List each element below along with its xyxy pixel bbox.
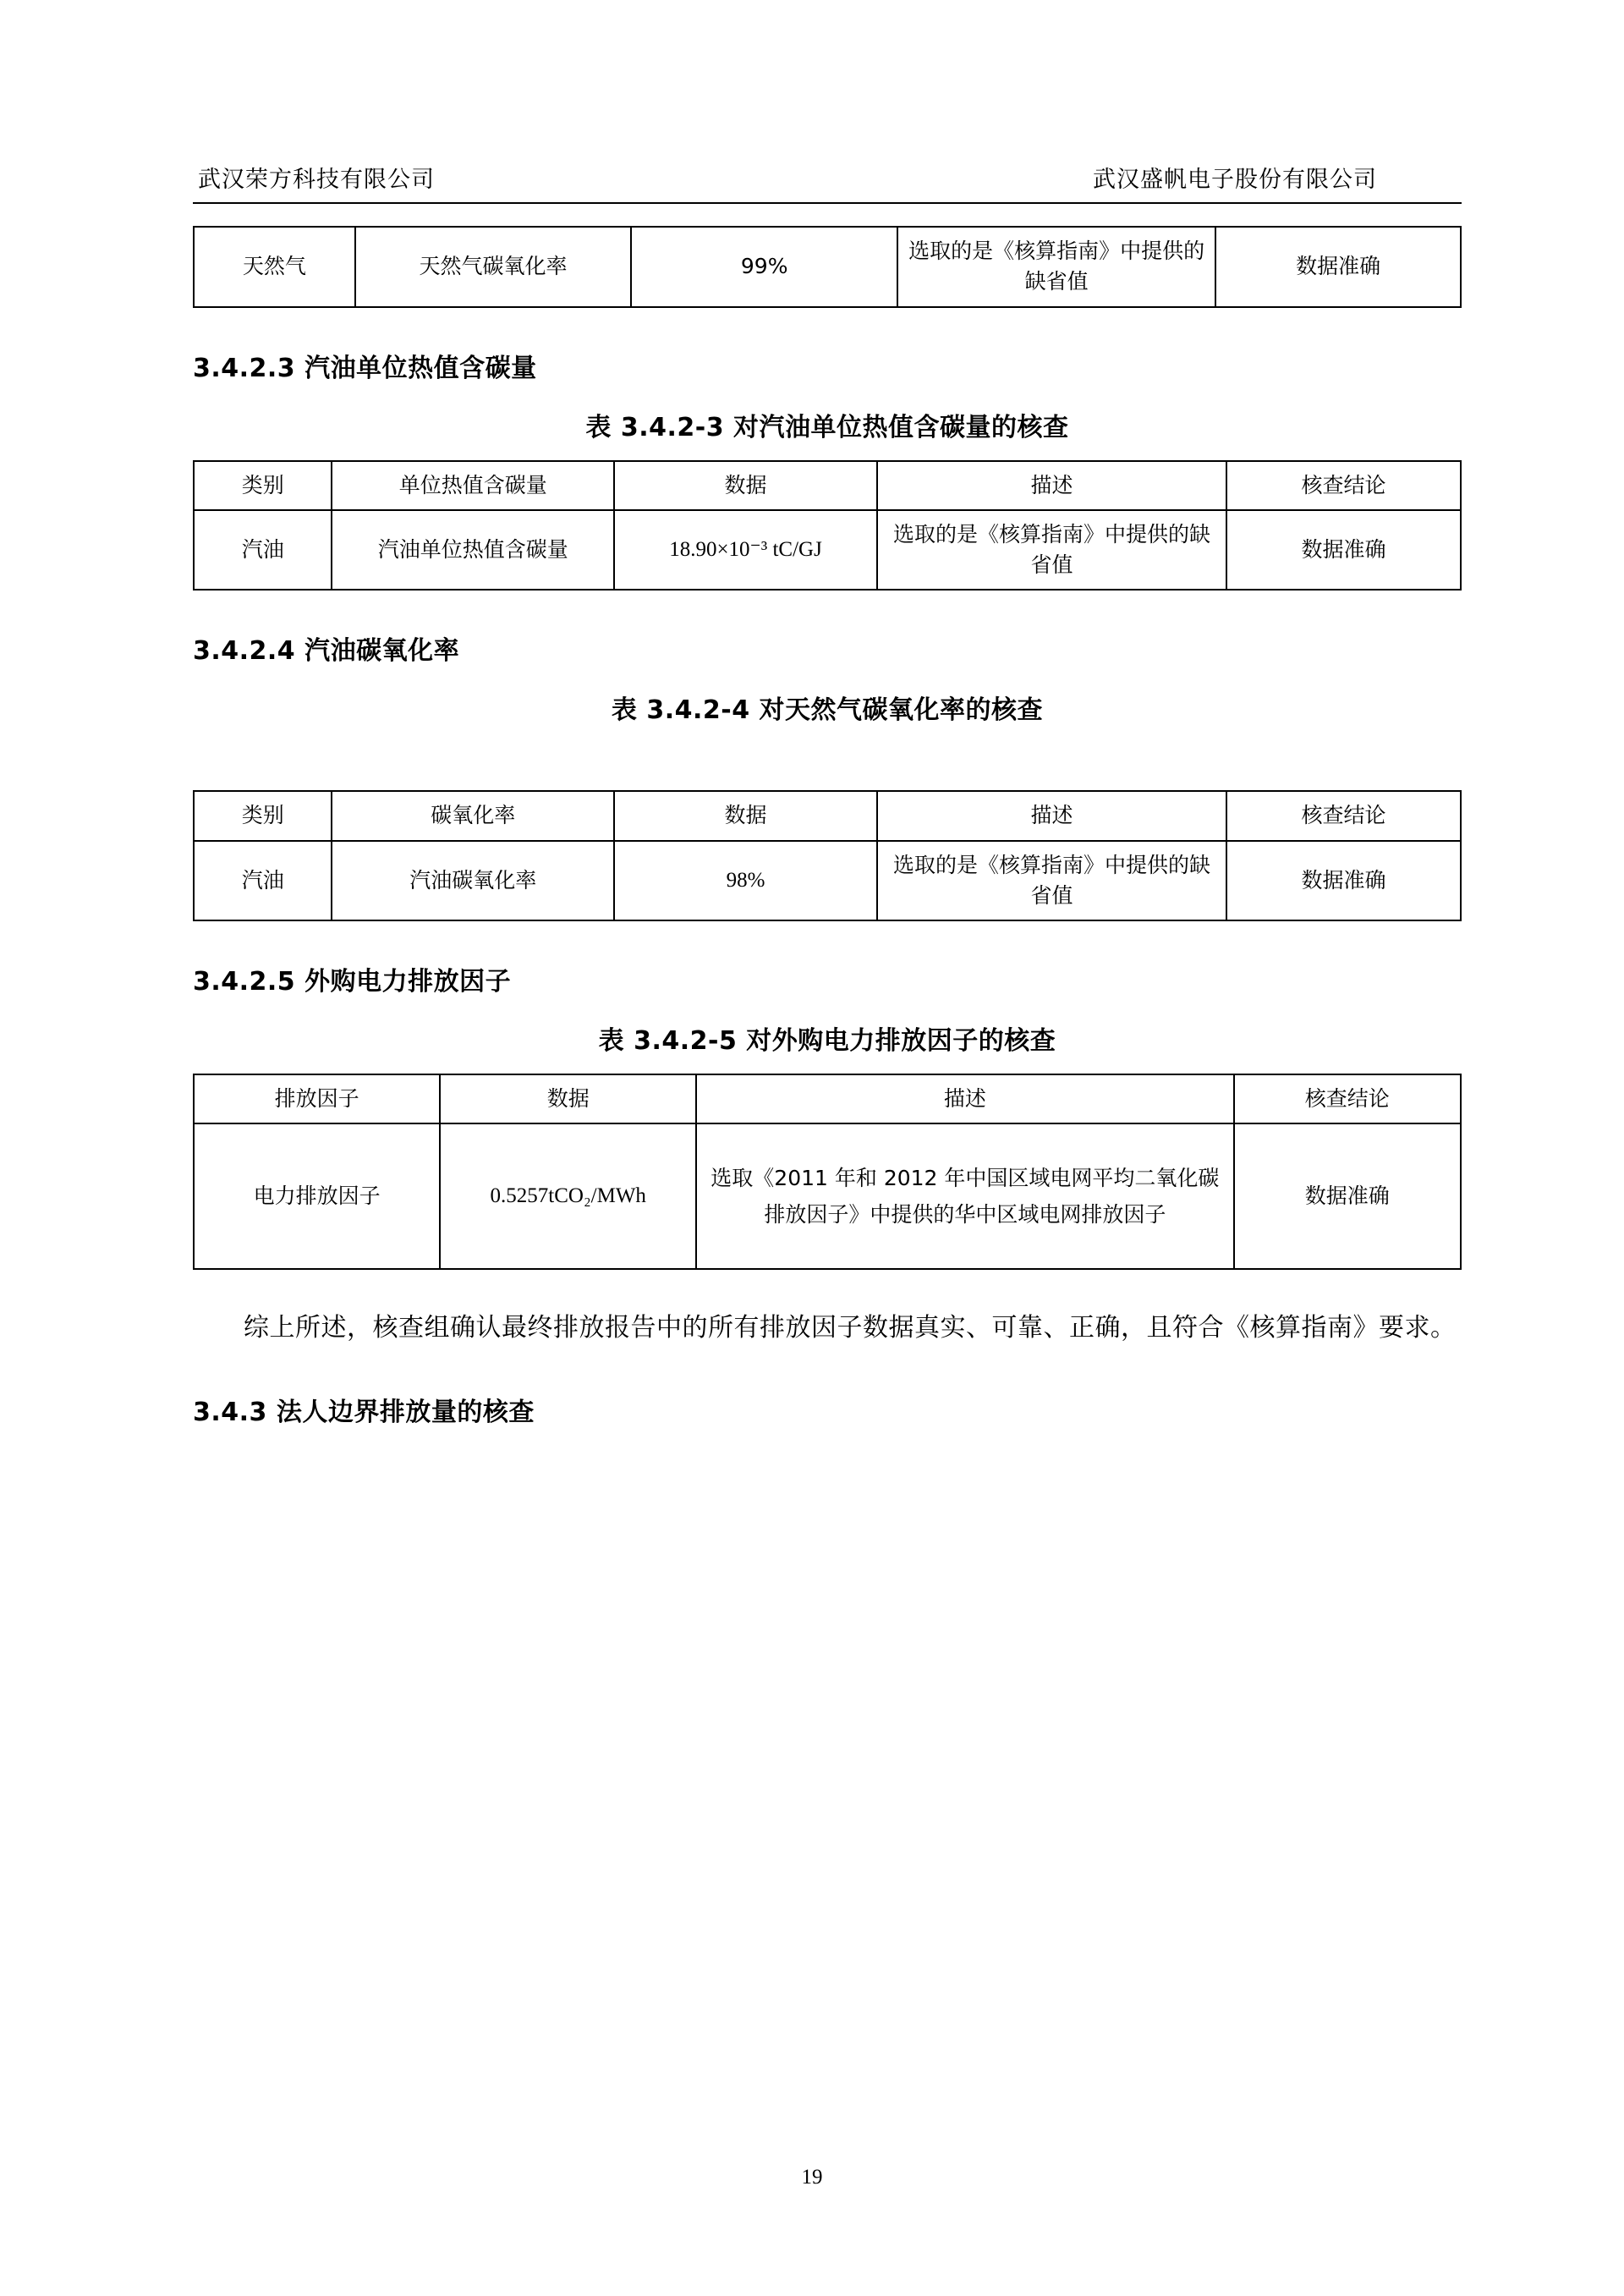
table-gasoline-carbon-content xyxy=(193,460,1462,591)
table-continued-natural-gas xyxy=(193,226,1462,308)
header-right-company: 武汉盛帆电子股份有限公司 xyxy=(1093,167,1377,193)
cell-category: 天然气 xyxy=(194,227,355,307)
cell-conclusion: 数据准确 xyxy=(1234,1123,1461,1269)
table-title-3-4-2-4: 表 3.4.2-4 对天然气碳氧化率的核查 xyxy=(611,695,1044,726)
cell-conclusion: 数据准确 xyxy=(1226,841,1461,921)
cell-category: 汽油 xyxy=(194,841,332,921)
cell-conclusion: 数据准确 xyxy=(1226,510,1461,590)
page-header xyxy=(193,161,1462,204)
cell-factor-name: 天然气碳氧化率 xyxy=(355,227,632,307)
col-header-conclusion: 核查结论 xyxy=(1226,791,1461,840)
cell-data: 0.5257tCO₂/MWh xyxy=(440,1123,696,1269)
col-header-conclusion: 核查结论 xyxy=(1234,1074,1461,1123)
col-header-data: 数据 xyxy=(614,461,877,510)
table-header-row xyxy=(194,1074,1461,1123)
header-left-company: 武汉荣方科技有限公司 xyxy=(198,167,435,193)
col-header-emission-factor: 排放因子 xyxy=(194,1074,440,1123)
page-number: 19 xyxy=(801,2166,823,2189)
table-row xyxy=(194,841,1461,921)
summary-paragraph: 综上所述，核查组确认最终排放报告中的所有排放因子数据真实、可靠、正确，且符合《核算指南》要求。 xyxy=(244,1313,1457,1343)
heading-3-4-2-3: 3.4.2.3 汽油单位热值含碳量 xyxy=(193,353,537,383)
page-content xyxy=(193,161,1462,1436)
table-header-row xyxy=(194,461,1461,510)
cell-conclusion: 数据准确 xyxy=(1215,227,1461,307)
col-header-oxidation-rate: 碳氧化率 xyxy=(332,791,614,840)
cell-data: 18.90×10⁻³ tC/GJ xyxy=(614,510,877,590)
heading-3-4-3: 3.4.3 法人边界排放量的核查 xyxy=(193,1398,535,1428)
table-gasoline-oxidation-rate xyxy=(193,790,1462,921)
heading-3-4-2-5: 3.4.2.5 外购电力排放因子 xyxy=(193,967,512,997)
cell-description: 选取《2011 年和 2012 年中国区域电网平均二氧化碳排放因子》中提供的华中区域电网排放因子 xyxy=(696,1123,1233,1269)
table-title-3-4-2-5: 表 3.4.2-5 对外购电力排放因子的核查 xyxy=(598,1026,1056,1056)
table-header-row xyxy=(194,791,1461,840)
cell-emission-factor: 电力排放因子 xyxy=(194,1123,440,1269)
cell-data: 98% xyxy=(614,841,877,921)
table-row xyxy=(194,1123,1461,1269)
cell-description: 选取的是《核算指南》中提供的缺省值 xyxy=(877,841,1226,921)
col-header-description: 描述 xyxy=(696,1074,1233,1123)
col-header-description: 描述 xyxy=(877,461,1226,510)
cell-carbon-content: 汽油单位热值含碳量 xyxy=(332,510,614,590)
col-header-category: 类别 xyxy=(194,791,332,840)
cell-oxidation-rate: 汽油碳氧化率 xyxy=(332,841,614,921)
table-row xyxy=(194,227,1461,307)
col-header-data: 数据 xyxy=(614,791,877,840)
table-row xyxy=(194,510,1461,590)
col-header-category: 类别 xyxy=(194,461,332,510)
cell-category: 汽油 xyxy=(194,510,332,590)
col-header-data: 数据 xyxy=(440,1074,696,1123)
cell-description: 选取的是《核算指南》中提供的缺省值 xyxy=(877,510,1226,590)
cell-value: 99% xyxy=(631,227,897,307)
heading-3-4-2-4: 3.4.2.4 汽油碳氧化率 xyxy=(193,636,460,667)
col-header-conclusion: 核查结论 xyxy=(1226,461,1461,510)
col-header-description: 描述 xyxy=(877,791,1226,840)
col-header-carbon-content: 单位热值含碳量 xyxy=(332,461,614,510)
cell-description: 选取的是《核算指南》中提供的缺省值 xyxy=(897,227,1215,307)
table-electricity-emission-factor xyxy=(193,1074,1462,1270)
table-title-3-4-2-3: 表 3.4.2-3 对汽油单位热值含碳量的核查 xyxy=(585,412,1069,442)
